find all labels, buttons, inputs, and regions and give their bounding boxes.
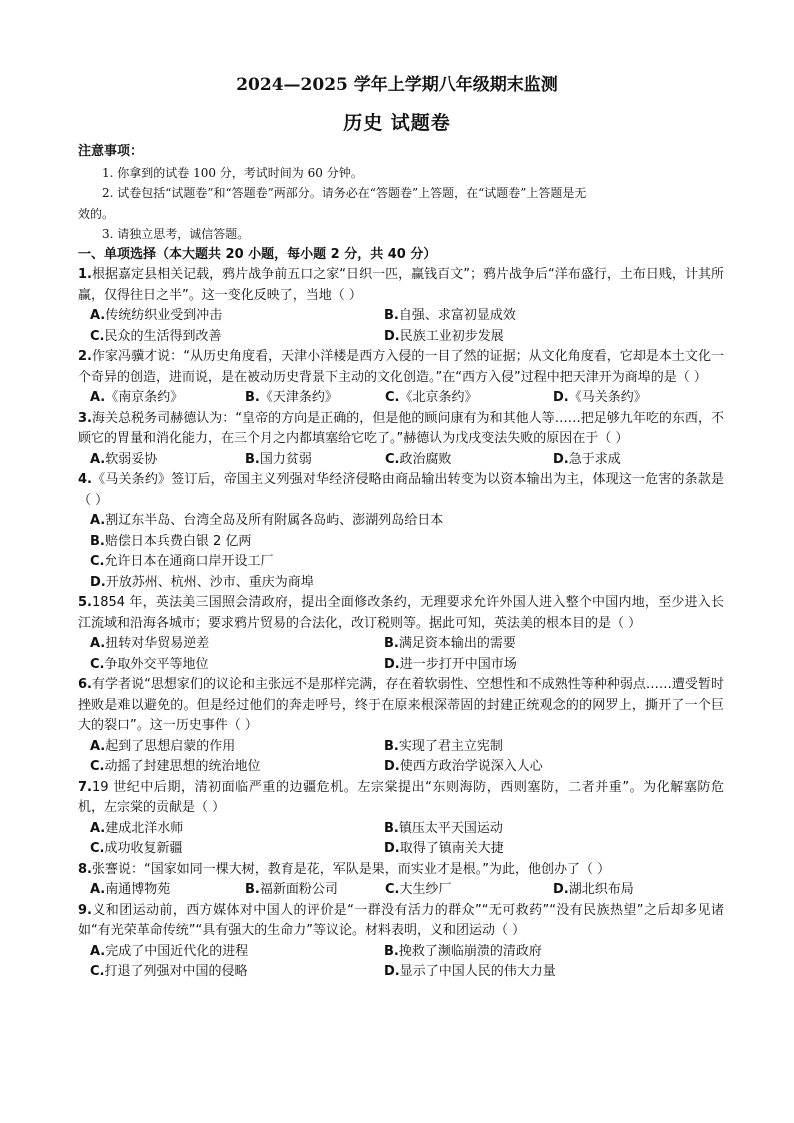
option-a[interactable]: A.软弱妥协 xyxy=(90,451,158,467)
option-c[interactable]: C.成功收复新疆 xyxy=(90,841,183,856)
option-c[interactable]: C.《北京条约》 xyxy=(385,390,478,405)
note-item-continuation: 效的。 xyxy=(78,206,115,221)
question-1 xyxy=(78,265,724,306)
option-d[interactable]: D.取得了镇南关大捷 xyxy=(384,841,504,856)
option-d[interactable]: D.使西方政治学说深入人心 xyxy=(384,759,543,774)
option-a[interactable]: A.完成了中国近代化的进程 xyxy=(90,943,249,959)
option-a[interactable]: A.南通博物苑 xyxy=(90,882,171,897)
option-d[interactable]: D.开放苏州、杭州、沙市、重庆为商埠 xyxy=(90,574,314,590)
option-d[interactable]: D.《马关条约》 xyxy=(553,390,647,405)
options-2 xyxy=(78,388,724,409)
question-number: 7. xyxy=(78,779,92,795)
exam-subtitle: 历史 试题卷 xyxy=(343,112,451,134)
option-a[interactable]: A.起到了思想启蒙的作用 xyxy=(90,738,236,754)
option-b[interactable]: B.自强、求富初显成效 xyxy=(384,308,516,323)
question-text: 《马关条约》签订后，帝国主义列强对华经济侵略由商品输出转变为以资本输出为主，体现这一危害的条款是（ ） xyxy=(78,472,724,508)
option-d[interactable]: D.湖北织布局 xyxy=(553,882,634,897)
option-c[interactable]: C.民众的生活得到改善 xyxy=(90,328,222,344)
question-number: 9. xyxy=(78,902,92,918)
option-b[interactable]: B.实现了君主立宪制 xyxy=(384,738,503,754)
options-3 xyxy=(78,450,724,471)
question-3 xyxy=(78,409,724,450)
option-d[interactable]: D.显示了中国人民的伟大力量 xyxy=(384,964,556,979)
notes-title: 注意事项： xyxy=(78,144,144,159)
options-7 xyxy=(78,819,724,860)
question-text: 作家冯骥才说：“从历史角度看，天津小洋楼是西方入侵的一目了然的证据；从文化角度看，它却是本土文化一个奇异的创造，进而说，是在被动历史背景下主动的文化创造。”在“西方入侵”过程中把天津开为商埠的是（ ） xyxy=(78,349,724,385)
question-text: 义和团运动前，西方媒体对中国人的评价是“一群没有活力的群众”“无可救药”“没有民族热望”之后却多见诸如“有光荣革命传统”“具有强大的生命力”等议论。材料表明，义和团运动（ ） xyxy=(78,902,724,938)
option-a[interactable]: A.割辽东半岛、台湾全岛及所有附属各岛屿、澎湖列岛给日本 xyxy=(90,513,444,528)
question-number: 8. xyxy=(78,861,92,877)
option-d[interactable]: D.急于求成 xyxy=(553,451,621,467)
option-a[interactable]: A.传统纺织业受到冲击 xyxy=(90,308,223,323)
option-b[interactable]: B.《天津条约》 xyxy=(245,390,338,405)
option-a[interactable]: A.扭转对华贸易逆差 xyxy=(90,636,210,651)
question-7 xyxy=(78,778,724,819)
option-b[interactable]: B.赔偿日本兵费白银 2 亿两 xyxy=(90,533,252,549)
question-number: 3. xyxy=(78,410,92,426)
note-item: 3. 请独立思考，诚信答题。 xyxy=(102,227,250,241)
option-d[interactable]: D.进一步打开中国市场 xyxy=(384,656,517,672)
question-number: 6. xyxy=(78,677,92,692)
question-number: 1. xyxy=(78,267,92,282)
options-6 xyxy=(78,737,724,778)
option-b[interactable]: B.福新面粉公司 xyxy=(245,882,338,897)
option-c[interactable]: C.大生纱厂 xyxy=(385,882,452,897)
option-a[interactable]: A.建成北洋水师 xyxy=(90,820,184,836)
option-b[interactable]: B.挽救了濒临崩溃的清政府 xyxy=(384,943,542,959)
question-number: 4. xyxy=(78,472,92,487)
question-number: 5. xyxy=(78,595,92,610)
question-9 xyxy=(78,901,724,942)
option-d[interactable]: D.民族工业初步发展 xyxy=(384,328,504,344)
question-text: 张謇说：“国家如同一棵大树，教育是花，军队是果，而实业才是根。”为此，他创办了（ ） xyxy=(91,861,611,877)
question-8 xyxy=(78,860,724,881)
options-1 xyxy=(78,306,724,347)
question-4 xyxy=(78,470,724,511)
option-c[interactable]: C.政治腐败 xyxy=(385,451,452,467)
option-c[interactable]: C.打退了列强对中国的侵略 xyxy=(90,964,248,979)
note-item: 2. 试卷包括“试题卷”和“答题卷”两部分。请务必在“答题卷”上答题，在“试题卷”上答题是无 xyxy=(102,186,587,200)
question-6 xyxy=(78,675,724,737)
question-text: 1854 年，英法美三国照会清政府，提出全面修改条约，无理要求允许外国人进入整个中国内地，至少进入长江流域和沿海各城市；要求鸦片贸易的合法化，改订税则等。据此可知，英法美的根本目的是（ ） xyxy=(78,595,724,631)
section-title: 一、单项选择（本大题共 20 小题，每小题 2 分，共 40 分） xyxy=(78,246,437,262)
option-c[interactable]: C.动摇了封建思想的统治地位 xyxy=(90,759,261,774)
question-text: 19 世纪中后期，清初面临严重的边疆危机。左宗棠提出“东则海防，西则塞防，二者并重”。为化解塞防危机，左宗棠的贡献是（ ） xyxy=(78,779,724,815)
option-b[interactable]: B.国力贫弱 xyxy=(245,451,312,467)
question-5 xyxy=(78,593,724,634)
option-c[interactable]: C.争取外交平等地位 xyxy=(90,656,209,672)
option-b[interactable]: B.镇压太平天国运动 xyxy=(384,820,503,836)
exam-title: 2024—2025 学年上学期八年级期末监测 xyxy=(236,75,558,95)
option-a[interactable]: A.《南京条约》 xyxy=(90,390,184,405)
options-8 xyxy=(78,880,724,901)
question-text: 根据嘉定县相关记载，鸦片战争前五口之家“日织一匹，赢钱百文”；鸦片战争后“洋布盛行，土布日贱，计其所赢，仅得往日之半”。这一变化反映了，当地（ ） xyxy=(78,267,724,303)
options-4 xyxy=(78,511,724,593)
question-2 xyxy=(78,347,724,388)
question-text: 海关总税务司赫德认为：“皇帝的方向是正确的，但是他的顾问康有为和其他人等……把足够九年吃的东西，不顾它的胃量和消化能力，在三个月之内都填塞给它吃了。”赫德认为戊戌变法失败的原因在于（ ） xyxy=(78,410,724,446)
question-number: 2. xyxy=(78,349,92,364)
question-text: 有学者说“思想家们的议论和主张远不是那样完满，存在着软弱性、空想性和不成熟性等种种弱点……遭受暂时挫败是难以避免的。但是经过他们的奔走呼号，终于在原来根深蒂固的封建正统观念的的网罗上，撕开了一个巨大的裂口”。这一历史事件（ ） xyxy=(78,677,724,733)
exam-body xyxy=(78,142,724,983)
options-9 xyxy=(78,942,724,983)
option-c[interactable]: C.允许日本在通商口岸开设工厂 xyxy=(90,554,274,569)
option-b[interactable]: B.满足资本输出的需要 xyxy=(384,636,516,651)
note-item: 1. 你拿到的试卷 100 分，考试时间为 60 分钟。 xyxy=(102,165,363,180)
options-5 xyxy=(78,634,724,675)
